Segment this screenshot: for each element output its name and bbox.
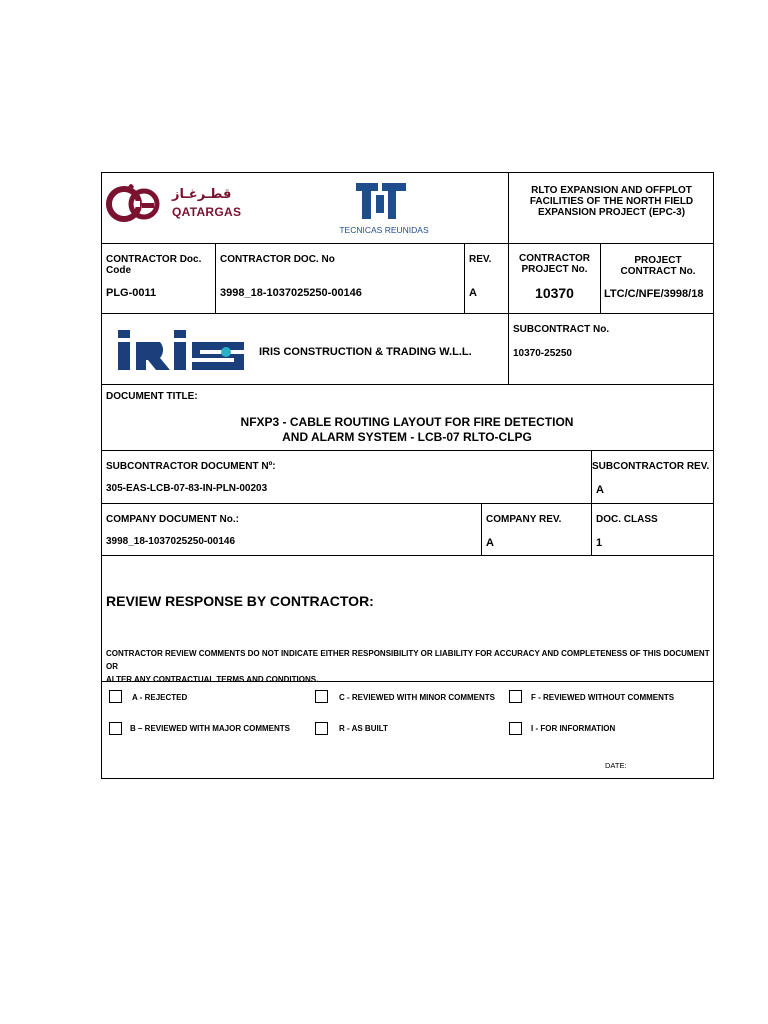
- contractor-project-no-value: 10370: [535, 285, 574, 301]
- option-for-information-label: I - FOR INFORMATION: [531, 724, 616, 733]
- company-rev-label: COMPANY REV.: [486, 514, 562, 525]
- company-doc-label: COMPANY DOCUMENT No.:: [106, 514, 239, 525]
- doc-class-value: 1: [596, 537, 603, 549]
- qatargas-logo-text: QATARGAS: [172, 205, 242, 219]
- subcontractor-company-name: IRIS CONSTRUCTION & TRADING W.L.L.: [259, 346, 472, 358]
- project-contract-no-label: PROJECT CONTRACT No.: [620, 255, 696, 277]
- review-disclaimer: CONTRACTOR REVIEW COMMENTS DO NOT INDICATE EITHER RESPONSIBILITY OR LIABILITY FOR ACCURACY AND COMPLETENESS OF THIS DOCUMENT OR ALTER ANY CONTRACTUAL TERMS AND CONDITIONS.: [106, 649, 710, 684]
- option-minor-comments-checkbox[interactable]: [315, 690, 328, 703]
- review-heading: REVIEW RESPONSE BY CONTRACTOR:: [106, 593, 374, 609]
- option-major-comments-label: B – REVIEWED WITH MAJOR COMMENTS: [130, 724, 291, 733]
- tecnicas-reunidas-logo: [336, 179, 432, 237]
- subcontractor-doc-label: SUBCONTRACTOR DOCUMENT Nº:: [106, 461, 276, 472]
- doc-class-label: DOC. CLASS: [596, 514, 658, 525]
- contractor-doc-code-value: PLG-0011: [106, 287, 157, 299]
- option-major-comments-checkbox[interactable]: [109, 722, 122, 735]
- rev-label: REV.: [469, 254, 492, 265]
- tr-logo-text: TECNICAS REUNIDAS: [339, 225, 429, 235]
- iris-logo-icon: [116, 328, 250, 372]
- option-rejected-checkbox[interactable]: [109, 690, 122, 703]
- option-without-comments-checkbox[interactable]: [509, 690, 522, 703]
- contractor-doc-code-label: CONTRACTOR Doc. Code: [106, 254, 202, 276]
- iris-logo: [116, 328, 250, 372]
- subcontractor-rev-label: SUBCONTRACTOR REV.: [592, 461, 710, 472]
- tr-emblem-icon: [336, 179, 432, 223]
- option-rejected-label: A - REJECTED: [132, 693, 188, 702]
- project-contract-no-value: LTC/C/NFE/3998/18: [604, 288, 704, 300]
- date-label: DATE:: [605, 761, 627, 770]
- option-as-built-label: R - AS BUILT: [339, 724, 388, 733]
- option-as-built-checkbox[interactable]: [315, 722, 328, 735]
- subcontractor-rev-value: A: [596, 484, 604, 496]
- project-title: RLTO EXPANSION AND OFFPLOT FACILITIES OF THE NORTH FIELD EXPANSION PROJECT (EPC-3): [529, 185, 694, 218]
- document-cover-sheet: [101, 172, 714, 779]
- company-rev-value: A: [486, 537, 494, 549]
- document-title-label: DOCUMENT TITLE:: [106, 391, 198, 402]
- contractor-project-no-label: CONTRACTOR PROJECT No.: [519, 253, 590, 275]
- qatargas-arabic-name: قطـرغـاز: [172, 187, 232, 202]
- document-title: NFXP3 - CABLE ROUTING LAYOUT FOR FIRE DETECTION AND ALARM SYSTEM - LCB-07 RLTO-CLPG: [240, 415, 574, 444]
- subcontract-no-value: 10370-25250: [513, 348, 572, 359]
- contractor-doc-no-label: CONTRACTOR DOC. No: [220, 254, 335, 265]
- rev-value: A: [469, 287, 477, 299]
- option-for-information-checkbox[interactable]: [509, 722, 522, 735]
- company-doc-value: 3998_18-1037025250-00146: [106, 536, 236, 547]
- option-minor-comments-label: C - REVIEWED WITH MINOR COMMENTS: [339, 693, 495, 702]
- subcontract-no-label: SUBCONTRACT No.: [513, 324, 610, 335]
- option-without-comments-label: F - REVIEWED WITHOUT COMMENTS: [531, 693, 675, 702]
- contractor-doc-no-value: 3998_18-1037025250-00146: [220, 287, 362, 299]
- subcontractor-doc-value: 305-EAS-LCB-07-83-IN-PLN-00203: [106, 483, 268, 494]
